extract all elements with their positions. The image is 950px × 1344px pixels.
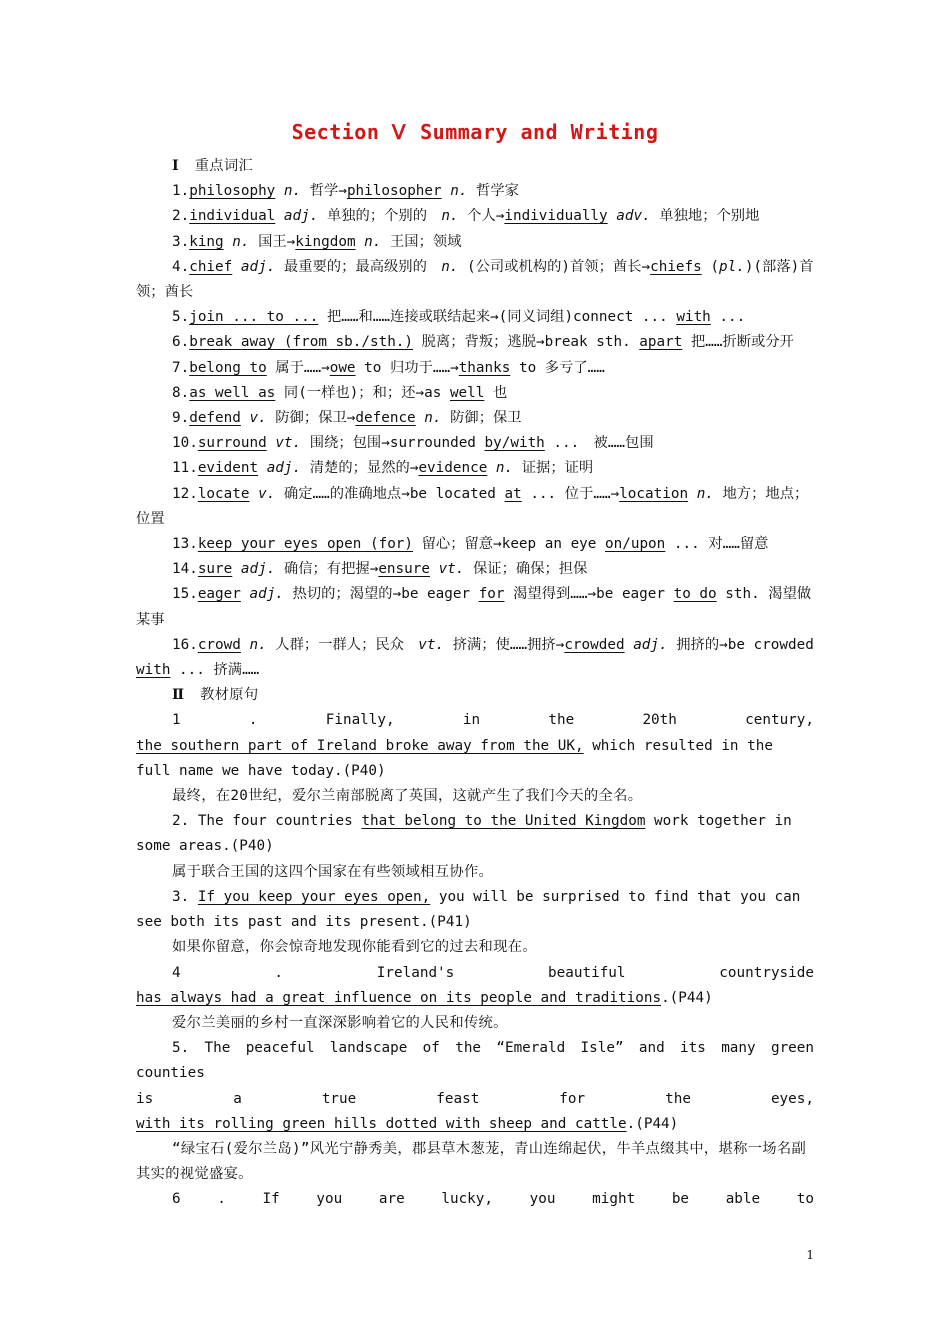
part-of-speech: n. bbox=[696, 485, 714, 502]
vocab-text: ... 位于……→ bbox=[521, 485, 620, 502]
part-of-speech: vt. bbox=[418, 636, 445, 653]
vocab-answer: individually bbox=[504, 208, 608, 225]
vocab-answer: evident bbox=[197, 460, 259, 477]
vocab-item bbox=[136, 381, 814, 406]
vocab-answer: well bbox=[449, 384, 485, 401]
vocab-text: 个人→ bbox=[458, 208, 505, 225]
part-of-speech: n. bbox=[232, 233, 250, 250]
vocab-text bbox=[249, 486, 258, 502]
vocab-number: 4. bbox=[172, 258, 190, 275]
vocab-number: 10. bbox=[172, 435, 198, 452]
vocab-text bbox=[275, 183, 284, 199]
part-of-speech: adj. bbox=[283, 208, 319, 225]
vocab-text: sth. 渴望做某事 bbox=[136, 586, 812, 628]
vocab-answer: with bbox=[136, 662, 171, 679]
vocab-text: 确信；有把握→ bbox=[275, 561, 379, 578]
vocab-text: (公司或机构的)首领；酋长→ bbox=[458, 258, 651, 275]
vocab-text: 把……折断或分开 bbox=[682, 334, 794, 351]
vocab-item bbox=[136, 633, 814, 683]
part-of-speech: n. bbox=[283, 183, 302, 200]
vocab-number: 8. bbox=[172, 384, 190, 401]
vocab-number: 3. bbox=[172, 233, 190, 250]
vocab-answer: locate bbox=[197, 485, 250, 502]
sentence-4-line: 4 . Ireland's beautiful countryside bbox=[172, 964, 814, 981]
vocab-answer: defend bbox=[189, 410, 241, 427]
part-of-speech: vt. bbox=[275, 435, 302, 452]
sentence-3-translation: 如果你留意，你会惊奇地发现你能看到它的过去和现在。 bbox=[172, 939, 537, 956]
vocab-answer: location bbox=[619, 485, 689, 502]
sentence-2: 2. The four countries that belong to the United Kingdom work together in some areas.(P40) bbox=[136, 813, 792, 855]
vocab-answer: philosophy bbox=[189, 183, 276, 200]
sentence-5-line: 5. The peaceful landscape of the “Emerald Isle” and its many green counties bbox=[136, 1040, 814, 1082]
sentence-4-translation: 爱尔兰美丽的乡村一直深深影响着它的人民和传统。 bbox=[172, 1014, 508, 1031]
part-of-speech: adv. bbox=[616, 208, 651, 225]
vocab-text bbox=[688, 486, 697, 502]
vocab-text: 单独地；个别地 bbox=[650, 208, 760, 225]
vocab-answer: as well as bbox=[189, 384, 276, 401]
vocab-answer: belong to bbox=[189, 359, 267, 376]
part2-heading: Ⅱ 教材原句 bbox=[172, 687, 259, 704]
vocab-text: 渴望得到……→be eager bbox=[504, 586, 674, 603]
vocab-answer: at bbox=[504, 485, 522, 502]
vocab-text: 挤满；使……拥挤→ bbox=[444, 636, 565, 653]
vocab-text: to 归功于……→ bbox=[355, 359, 459, 376]
vocab-item bbox=[136, 356, 814, 381]
vocab-text: 清楚的；显然的→ bbox=[301, 460, 419, 477]
vocab-number: 5. bbox=[172, 309, 190, 326]
vocab-item bbox=[136, 482, 814, 532]
vocab-text: ( bbox=[701, 258, 719, 275]
vocab-number: 6. bbox=[172, 334, 190, 351]
vocab-number: 16. bbox=[172, 636, 198, 653]
part-of-speech: adj. bbox=[249, 586, 284, 603]
vocab-answer: sure bbox=[197, 561, 233, 578]
vocab-text: 脱离；背叛；逃脱→break sth. bbox=[413, 334, 640, 351]
vocab-item bbox=[136, 255, 814, 305]
vocab-answer: crowd bbox=[197, 636, 241, 653]
vocab-text bbox=[430, 561, 439, 577]
vocab-item bbox=[136, 557, 814, 582]
section-label: Section Ⅴ bbox=[291, 120, 407, 144]
part-of-speech: v. bbox=[249, 410, 267, 427]
vocab-number: 1. bbox=[172, 183, 190, 200]
vocab-answer: apart bbox=[639, 334, 683, 351]
vocab-text: ... bbox=[710, 309, 746, 326]
sentence-2-translation: 属于联合王国的这四个国家在有些领域相互协作。 bbox=[172, 863, 494, 880]
vocab-answer: by/with bbox=[484, 435, 545, 452]
vocab-text: 确定……的准确地点→be located bbox=[275, 485, 505, 502]
vocab-text: 王国；领域 bbox=[381, 233, 462, 250]
vocab-answer: chief bbox=[189, 258, 233, 275]
part-of-speech: n. bbox=[441, 208, 459, 225]
part-of-speech: adj. bbox=[240, 561, 276, 578]
vocab-text bbox=[275, 208, 284, 224]
section-name: Summary and Writing bbox=[420, 120, 659, 144]
vocab-text: 围绕；包围→surrounded bbox=[301, 435, 485, 452]
vocab-text: 单独的；个别的 bbox=[318, 208, 442, 225]
vocab-answer: defence bbox=[355, 410, 416, 427]
vocab-item bbox=[136, 532, 814, 557]
vocab-text: 人群；一群人；民众 bbox=[266, 636, 419, 653]
vocab-text: ... 被……包围 bbox=[544, 435, 654, 452]
vocab-item bbox=[136, 230, 814, 255]
vocab-item bbox=[136, 204, 814, 229]
vocab-text bbox=[258, 460, 267, 476]
vocab-text bbox=[232, 561, 241, 577]
part-of-speech: n. bbox=[424, 410, 442, 427]
vocab-answer: surround bbox=[197, 435, 267, 452]
vocab-answer: crowded bbox=[564, 636, 625, 653]
vocab-item bbox=[136, 305, 814, 330]
page-title bbox=[0, 120, 950, 144]
vocab-text: 也 bbox=[484, 384, 508, 401]
vocab-text: 防御；保卫 bbox=[441, 410, 522, 427]
sentence-4-rest: has always had a great influence on its people and traditions.(P44) bbox=[136, 989, 713, 1006]
vocab-answer: thanks bbox=[458, 359, 511, 376]
vocab-number: 9. bbox=[172, 410, 190, 427]
vocab-answer: king bbox=[189, 233, 224, 250]
vocab-answer: for bbox=[478, 586, 505, 603]
vocab-answer: to do bbox=[673, 586, 717, 603]
content bbox=[136, 154, 814, 1213]
part-of-speech: n. bbox=[441, 258, 459, 275]
vocab-text: 地方；地点；位置 bbox=[136, 485, 809, 527]
vocab-text: 防御；保卫→ bbox=[266, 410, 356, 427]
part-of-speech: adj. bbox=[266, 460, 302, 477]
vocab-text: )(部落)首领；酋长 bbox=[136, 258, 814, 301]
vocab-text: 保证；确保；担保 bbox=[464, 561, 588, 578]
vocab-number: 11. bbox=[172, 460, 198, 477]
vocab-text: 哲学→ bbox=[301, 183, 347, 200]
sentence-3: 3. If you keep your eyes open, you will be surprised to find that you can see both its past and its present.(P41) bbox=[136, 888, 801, 931]
vocab-number: 15. bbox=[172, 586, 198, 603]
vocab-text: 拥挤的→be crowded bbox=[667, 636, 814, 653]
sentence-1-line: 1 . Finally, in the 20th century, bbox=[172, 712, 814, 729]
part-of-speech: adj. bbox=[633, 636, 668, 653]
vocab-answer: chiefs bbox=[650, 258, 702, 275]
vocab-item bbox=[136, 456, 814, 481]
vocab-text: ... 挤满…… bbox=[170, 662, 260, 679]
vocab-text: 属于……→ bbox=[266, 359, 330, 376]
part1-heading: Ⅰ 重点词汇 bbox=[172, 158, 254, 174]
vocab-item bbox=[136, 431, 814, 456]
vocab-number: 13. bbox=[172, 536, 198, 553]
part-of-speech: v. bbox=[258, 485, 276, 502]
vocab-text bbox=[625, 637, 634, 653]
sentence-1-rest: the southern part of Ireland broke away from the UK, which resulted in the full name we have today.(P40) bbox=[136, 737, 773, 779]
vocab-text bbox=[608, 208, 617, 224]
part-of-speech: pl. bbox=[718, 258, 745, 275]
vocab-number: 7. bbox=[172, 359, 190, 376]
vocab-item bbox=[136, 330, 814, 355]
vocab-text: 热切的；渴望的→be eager bbox=[283, 586, 479, 603]
vocab-answer: on/upon bbox=[605, 536, 666, 553]
vocab-text bbox=[356, 234, 365, 250]
vocab-item bbox=[136, 179, 814, 204]
part-of-speech: n. bbox=[364, 233, 382, 250]
vocab-text: 留心；留意→keep an eye bbox=[413, 536, 606, 553]
vocab-number: 2. bbox=[172, 208, 190, 225]
vocab-text: 同(一样也)；和；还→as bbox=[275, 384, 450, 401]
vocab-item bbox=[136, 582, 814, 632]
sentence-5-line2: is a true feast for the eyes, bbox=[136, 1090, 814, 1107]
vocab-item bbox=[136, 406, 814, 431]
vocab-text: 哲学家 bbox=[467, 183, 519, 200]
vocab-text bbox=[232, 259, 241, 275]
vocab-answer: philosopher bbox=[346, 183, 442, 200]
vocab-answer: break away (from sb./sth.) bbox=[189, 334, 414, 351]
part-of-speech: adj. bbox=[240, 258, 276, 275]
vocab-text: 证据；证明 bbox=[513, 460, 594, 477]
sentence-1-translation: 最终，在20世纪，爱尔兰南部脱离了英国，这就产生了我们今天的全名。 bbox=[172, 788, 643, 805]
vocab-number: 12. bbox=[172, 485, 198, 502]
vocab-answer: ensure bbox=[378, 561, 430, 578]
vocab-number: 14. bbox=[172, 561, 198, 578]
vocab-answer: individual bbox=[189, 208, 276, 225]
part-of-speech: vt. bbox=[438, 561, 465, 578]
vocab-answer: keep your eyes open (for) bbox=[197, 536, 414, 553]
vocab-text bbox=[224, 234, 233, 250]
sentence-6-line: 6 . If you are lucky, you might be able to bbox=[172, 1191, 814, 1208]
vocab-text: ... 对……留意 bbox=[665, 536, 769, 553]
vocab-text: 把……和……连接或联结起来→(同义词组)connect ... bbox=[318, 309, 677, 326]
vocab-text: 最重要的；最高级别的 bbox=[275, 258, 442, 275]
vocab-text: 国王→ bbox=[249, 233, 296, 250]
sentence-5-rest: with its rolling green hills dotted with sheep and cattle.(P44) bbox=[136, 1115, 679, 1132]
vocab-text: to 多亏了…… bbox=[510, 359, 605, 376]
part-of-speech: n. bbox=[249, 636, 267, 653]
vocab-answer: kingdom bbox=[295, 233, 356, 250]
part-of-speech: n. bbox=[450, 183, 468, 200]
vocab-answer: evidence bbox=[418, 460, 488, 477]
vocab-text bbox=[416, 410, 425, 426]
vocab-list bbox=[136, 179, 814, 683]
vocab-text bbox=[442, 183, 451, 199]
page-number: 1 bbox=[806, 1248, 814, 1262]
vocab-answer: with bbox=[676, 309, 711, 326]
part-of-speech: n. bbox=[495, 460, 514, 477]
vocab-text bbox=[487, 460, 496, 476]
vocab-answer: owe bbox=[329, 359, 356, 376]
sentence-5-translation: “绿宝石(爱尔兰岛)”风光宁静秀美，郡县草木葱茏，青山连绵起伏，牛羊点缀其中，堪称一场名副其实的视觉盛宴。 bbox=[136, 1140, 807, 1183]
vocab-answer: join ... to ... bbox=[189, 309, 319, 326]
vocab-answer: eager bbox=[197, 586, 241, 603]
